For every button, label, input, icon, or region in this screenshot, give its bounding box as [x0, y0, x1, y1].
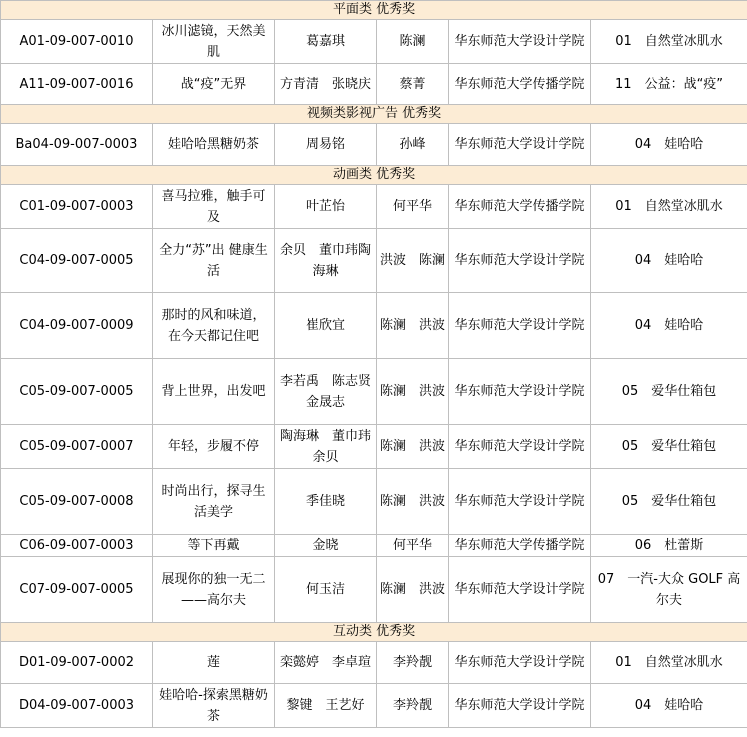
entry-id: A11-09-007-0016	[1, 64, 153, 105]
work-title: 冰川滤镜，天然美肌	[153, 20, 275, 64]
authors: 周易铭	[275, 124, 377, 166]
advisor: 何平华	[377, 185, 449, 229]
work-title: 全力“苏”出 健康生活	[153, 229, 275, 293]
section-header-row	[1, 105, 747, 124]
section-header-row	[1, 1, 747, 20]
entry-id: D04-09-007-0003	[1, 684, 153, 728]
authors: 栾懿婷 李卓瑄	[275, 642, 377, 684]
table-row	[1, 124, 747, 166]
brief: 04 娃哈哈	[591, 229, 747, 293]
table-row	[1, 684, 747, 728]
entry-id: C07-09-007-0005	[1, 557, 153, 623]
advisor: 陈澜 洪波	[377, 557, 449, 623]
work-title: 等下再戴	[153, 535, 275, 557]
authors: 崔欣宜	[275, 293, 377, 359]
authors: 李若禹 陈志贤金晟志	[275, 359, 377, 425]
school: 华东师范大学传播学院	[449, 64, 591, 105]
school: 华东师范大学设计学院	[449, 124, 591, 166]
brief: 04 娃哈哈	[591, 124, 747, 166]
section-title: 视频类影视广告 优秀奖	[1, 105, 747, 124]
work-title: 战“疫”无界	[153, 64, 275, 105]
authors: 方青清 张晓庆	[275, 64, 377, 105]
advisor: 何平华	[377, 535, 449, 557]
work-title: 喜马拉雅，触手可及	[153, 185, 275, 229]
section-title: 平面类 优秀奖	[1, 1, 747, 20]
school: 华东师范大学设计学院	[449, 229, 591, 293]
school: 华东师范大学设计学院	[449, 293, 591, 359]
table-row	[1, 229, 747, 293]
brief: 01 自然堂冰肌水	[591, 185, 747, 229]
entry-id: C05-09-007-0008	[1, 469, 153, 535]
school: 华东师范大学传播学院	[449, 535, 591, 557]
advisor: 李羚靓	[377, 684, 449, 728]
advisor: 陈澜 洪波	[377, 359, 449, 425]
section-title: 动画类 优秀奖	[1, 166, 747, 185]
brief: 01 自然堂冰肌水	[591, 642, 747, 684]
work-title: 时尚出行，探寻生活美学	[153, 469, 275, 535]
brief: 04 娃哈哈	[591, 684, 747, 728]
authors: 余贝 董巾玮陶海琳	[275, 229, 377, 293]
brief: 05 爱华仕箱包	[591, 359, 747, 425]
brief: 06 杜蕾斯	[591, 535, 747, 557]
table-row	[1, 557, 747, 623]
work-title: 展现你的独一无二——高尔夫	[153, 557, 275, 623]
work-title: 年轻，步履不停	[153, 425, 275, 469]
work-title: 那时的风和味道，在今天都记住吧	[153, 293, 275, 359]
brief: 05 爱华仕箱包	[591, 425, 747, 469]
table-row	[1, 20, 747, 64]
advisor: 李羚靓	[377, 642, 449, 684]
advisor: 陈澜 洪波	[377, 469, 449, 535]
entry-id: C05-09-007-0005	[1, 359, 153, 425]
school: 华东师范大学设计学院	[449, 20, 591, 64]
work-title: 莲	[153, 642, 275, 684]
school: 华东师范大学传播学院	[449, 185, 591, 229]
authors: 季佳晓	[275, 469, 377, 535]
advisor: 陈澜 洪波	[377, 425, 449, 469]
table-row	[1, 185, 747, 229]
entry-id: Ba04-09-007-0003	[1, 124, 153, 166]
authors: 金晓	[275, 535, 377, 557]
school: 华东师范大学设计学院	[449, 684, 591, 728]
entry-id: C01-09-007-0003	[1, 185, 153, 229]
brief: 11 公益：战“疫”	[591, 64, 747, 105]
table-row	[1, 535, 747, 557]
advisor: 蔡菁	[377, 64, 449, 105]
work-title: 娃哈哈黑糖奶茶	[153, 124, 275, 166]
entry-id: C06-09-007-0003	[1, 535, 153, 557]
table-row	[1, 64, 747, 105]
school: 华东师范大学设计学院	[449, 557, 591, 623]
work-title: 背上世界，出发吧	[153, 359, 275, 425]
school: 华东师范大学设计学院	[449, 359, 591, 425]
table-row	[1, 425, 747, 469]
advisor: 陈澜 洪波	[377, 293, 449, 359]
authors: 何玉洁	[275, 557, 377, 623]
section-header-row	[1, 166, 747, 185]
section-title: 互动类 优秀奖	[1, 623, 747, 642]
table-row	[1, 359, 747, 425]
entry-id: D01-09-007-0002	[1, 642, 153, 684]
brief: 05 爱华仕箱包	[591, 469, 747, 535]
table-row	[1, 642, 747, 684]
advisor: 陈澜	[377, 20, 449, 64]
brief: 04 娃哈哈	[591, 293, 747, 359]
section-header-row	[1, 623, 747, 642]
authors: 葛嘉琪	[275, 20, 377, 64]
school: 华东师范大学设计学院	[449, 425, 591, 469]
authors: 叶芷怡	[275, 185, 377, 229]
authors: 黎键 王艺好	[275, 684, 377, 728]
advisor: 洪波 陈澜	[377, 229, 449, 293]
table-row	[1, 469, 747, 535]
table-row	[1, 293, 747, 359]
school: 华东师范大学设计学院	[449, 642, 591, 684]
authors: 陶海琳 董巾玮余贝	[275, 425, 377, 469]
work-title: 娃哈哈-探索黑糖奶茶	[153, 684, 275, 728]
entry-id: C04-09-007-0009	[1, 293, 153, 359]
entry-id: A01-09-007-0010	[1, 20, 153, 64]
entry-id: C04-09-007-0005	[1, 229, 153, 293]
brief: 01 自然堂冰肌水	[591, 20, 747, 64]
brief: 07 一汽-大众 GOLF 高尔夫	[591, 557, 747, 623]
school: 华东师范大学设计学院	[449, 469, 591, 535]
entry-id: C05-09-007-0007	[1, 425, 153, 469]
advisor: 孙峰	[377, 124, 449, 166]
